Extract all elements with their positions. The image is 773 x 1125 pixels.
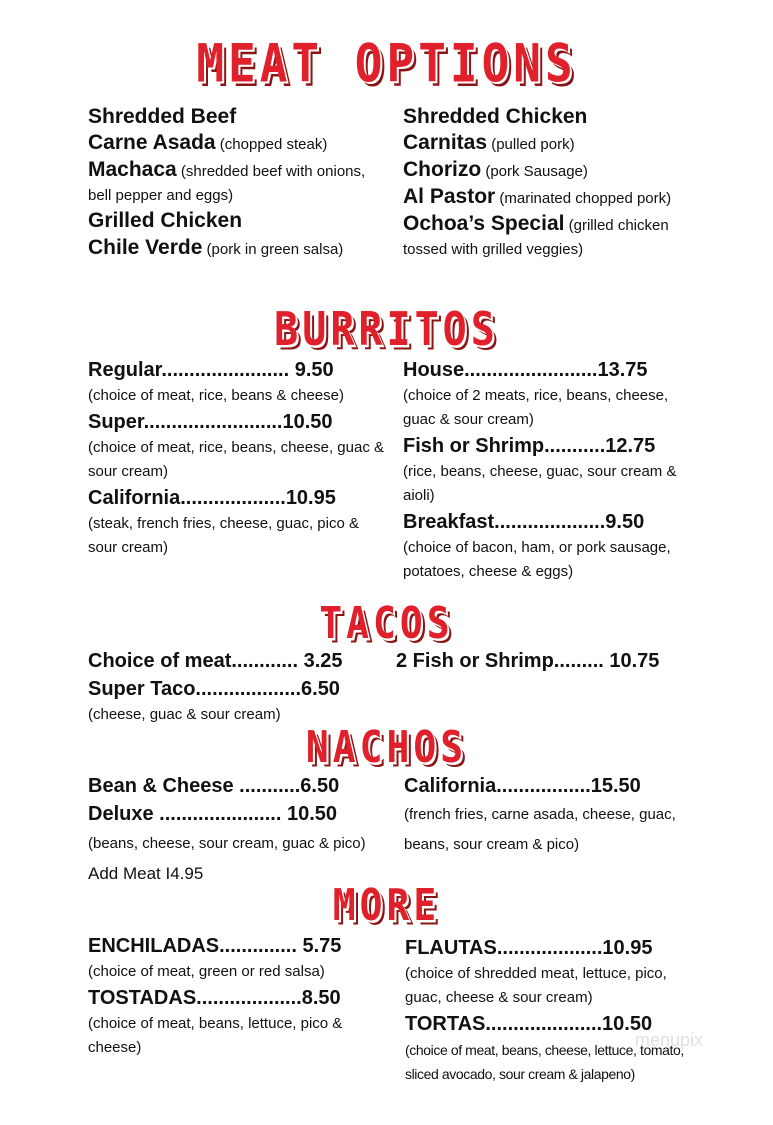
- section-title-meat-options: MEAT OPTIONS: [196, 31, 577, 95]
- menu-item-description: (french fries, carne asada, cheese, guac, beans, sour cream & pico): [404, 806, 676, 853]
- menu-item: FLAUTAS...................10.95 (choice of shredded meat, lettuce, pico, guac, cheese & sour cream): [405, 937, 667, 1006]
- menu-item: Ochoa’s Special (grilled chicken tossed with grilled veggies): [403, 212, 669, 259]
- section-title-tacos: TACOS: [319, 597, 454, 649]
- menu-item: House........................13.75 (choice of 2 meats, rice, beans, cheese, guac & sour cream): [403, 359, 669, 428]
- menu-item: 2 Fish or Shrimp......... 10.75: [396, 650, 660, 672]
- menu-item: Grilled Chicken: [88, 209, 243, 233]
- menu-item-description: (beans, cheese, sour cream, guac & pico): [88, 835, 366, 852]
- add-meat-note: Add Meat I4.95: [88, 864, 204, 883]
- tacos-left-column: [88, 647, 388, 727]
- menu-item: Breakfast....................9.50 (choice of bacon, ham, or pork sausage, potatoes, cheese & eggs): [403, 511, 671, 580]
- menu-item: Regular....................... 9.50 (choice of meat, rice, beans & cheese): [88, 359, 344, 404]
- menu-item: Machaca (shredded beef with onions, bell pepper and eggs): [88, 158, 366, 205]
- more-left-column: [88, 932, 388, 1060]
- section-title-burritos: BURRITOS: [274, 303, 499, 357]
- menu-item: Super.........................10.50 (choice of meat, rice, beans, cheese, guac & sour cream): [88, 411, 384, 480]
- menu-item: ENCHILADAS.............. 5.75 (choice of meat, green or red salsa): [88, 935, 342, 980]
- menu-item: Super Taco...................6.50 (cheese, guac & sour cream): [88, 678, 340, 723]
- nachos-right-column: [404, 772, 704, 860]
- menu-item: Choice of meat............ 3.25: [88, 650, 343, 672]
- nachos-left-column: [88, 772, 398, 888]
- menu-item: Chile Verde (pork in green salsa): [88, 235, 344, 259]
- tacos-right-column: [396, 647, 716, 675]
- menu-item: Bean & Cheese ...........6.50: [88, 775, 340, 797]
- menu-item: Chorizo (pork Sausage): [403, 158, 588, 182]
- burritos-right-column: [403, 356, 703, 584]
- menu-item: California.................15.50: [404, 775, 641, 797]
- menu-item: Al Pastor (marinated chopped pork): [403, 185, 672, 209]
- section-title-nachos: NACHOS: [305, 721, 468, 773]
- more-right-column: [405, 934, 705, 1086]
- menu-item: Fish or Shrimp...........12.75 (rice, beans, cheese, guac, sour cream & aioli): [403, 435, 677, 504]
- menu-item: TOSTADAS...................8.50 (choice of meat, beans, lettuce, pico & cheese): [88, 987, 343, 1056]
- meat-options-left-column: [88, 104, 378, 262]
- burritos-left-column: [88, 356, 388, 560]
- section-title-more: MORE: [332, 879, 441, 931]
- menu-item: Deluxe ...................... 10.50: [88, 803, 337, 825]
- menu-item: Shredded Chicken: [403, 105, 588, 128]
- menu-item: Carnitas (pulled pork): [403, 131, 575, 155]
- menu-item: TORTAS.....................10.50 (choice of meat, beans, cheese, lettuce, tomato, sliced avocado, sour cream & jalapeno): [405, 1013, 684, 1082]
- menu-item: California...................10.95 (steak, french fries, cheese, guac, pico & sour cream): [88, 487, 359, 556]
- menu-item: Carne Asada (chopped steak): [88, 131, 328, 155]
- watermark: menupix: [634, 1030, 703, 1050]
- menu-item: Shredded Beef: [88, 105, 237, 128]
- meat-options-right-column: [403, 104, 693, 262]
